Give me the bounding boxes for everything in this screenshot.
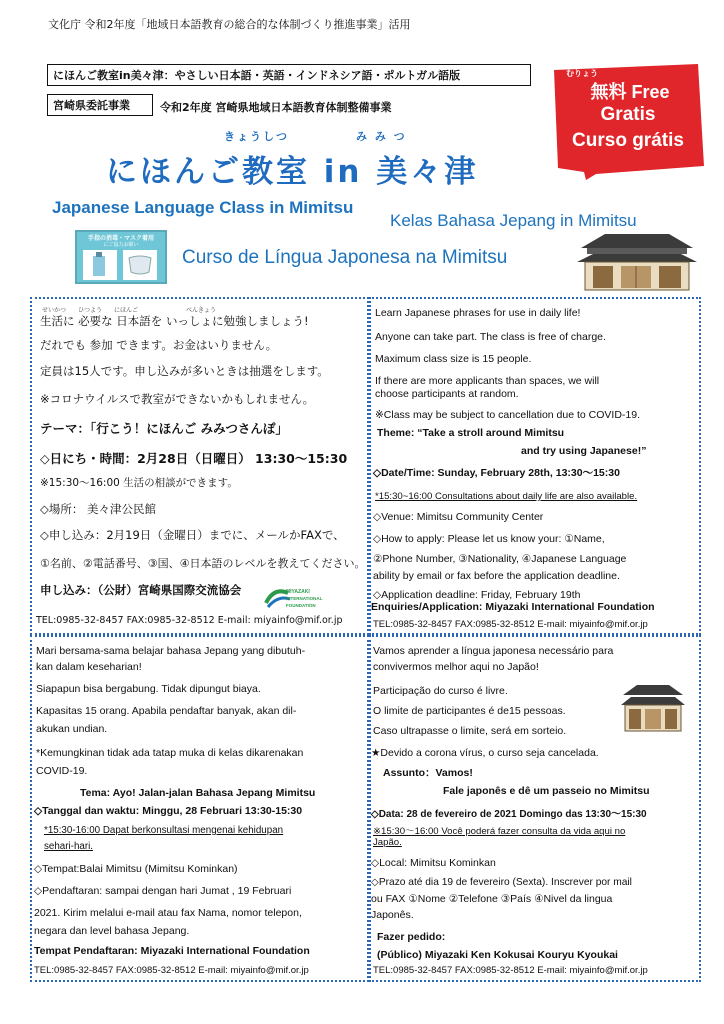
pt-organizer: (Público) Miyazaki Ken Kokusai Kouryu Kyoukai (377, 949, 618, 961)
en-line-6: ※Class may be subject to cancellation due to COVID-19. (375, 409, 641, 421)
edition-box: にほんご教室in美々津：やさしい日本語・英語・インドネシア語・ポルトガル語版 (47, 64, 531, 86)
id-line-2: kan dalam keseharian! (36, 661, 142, 673)
title-indonesian: Kelas Bahasa Jepang in Mimitsu (390, 211, 637, 230)
en-apply-3: ability by email or fax before the application deadline. (373, 570, 620, 582)
pt-contact: TEL:0985-32-8457 FAX:0985-32-8512 E-mail: miyainfo@mif.or.jp (373, 965, 648, 976)
id-datetime: ◇Tanggal dan waktu: Minggu, 28 Februari 13:30-15:30 (34, 805, 303, 817)
en-theme-1: Theme: “Take a stroll around Mimitsu (377, 427, 565, 439)
logo-text-2: INTERNATIONAL (286, 596, 323, 601)
en-enquiries: Enquiries/Application: Miyazaki International Foundation (371, 601, 655, 613)
jp-datetime: ◇日にち・時間：2月28日（日曜日） 13:30～15:30 (40, 451, 348, 466)
panel-english (369, 297, 701, 635)
id-venue: ◇Tempat:Balai Mimitsu (Mimitsu Kominkan) (34, 863, 238, 875)
pt-line-4: O limite de participantes é de15 pessoas. (373, 705, 566, 717)
badge-line-2: Gratis (600, 104, 656, 125)
jp-contact: TEL:0985-32-8457 FAX:0985-32-8512 E-mail: miyainfo@mif.or.jp (36, 615, 343, 626)
jp-apply-items: ①名前、②電話番号、③国、④日本語のレベルを教えてください。 (40, 557, 366, 570)
pt-apply-2: ou FAX ①Nome ②Telefone ③País ④Nivel da lingua (371, 893, 613, 905)
panel-indonesian (30, 635, 369, 982)
id-line-3: Siapapun bisa bergabung. Tidak dipungut biaya. (36, 683, 261, 695)
en-datetime: ◇Date/Time: Sunday, February 28th, 13:30～15:30 (373, 467, 620, 479)
badge-line-1: 無料 Free (590, 82, 670, 102)
furigana: せいかつ ひつよう にほんご べんきょう (42, 307, 217, 314)
en-theme-2: and try using Japanese!” (521, 445, 647, 457)
en-line-4: If there are more applicants than spaces, we will (375, 375, 600, 387)
jp-consult-note: ※15:30～16:00 生活の相談ができます。 (40, 477, 238, 489)
id-line-5: akukan undian. (36, 723, 108, 735)
panel-japanese (30, 297, 369, 635)
en-line-1: Learn Japanese phrases for use in daily life! (375, 307, 581, 319)
pt-line-5: Caso ultrapasse o limite, será em sorteio. (373, 725, 567, 737)
en-apply-1: ◇How to apply: Please let us know your: ①Name, (373, 533, 605, 545)
en-line-5: choose participants at random. (375, 388, 519, 400)
jp-theme: テーマ：「行こう！にほんご みみつさんぽ」 (40, 421, 288, 436)
pt-line-6: ★Devido a corona vírus, o curso seja cancelada. (371, 747, 599, 759)
free-badge-text (548, 62, 708, 180)
pt-apply-3: Japonês. (371, 909, 414, 921)
pt-subject-2: Fale japonês e dê um passeio no Mimitsu (443, 785, 650, 797)
en-line-2: Anyone can take part. The class is free of charge. (375, 331, 606, 343)
en-consult-note: *15:30~16:00 Consultations about daily life are also available. (375, 491, 638, 502)
pt-consult-note-1: ※15:30～16:00 Você poderá fazer consulta da vida aqui no (373, 826, 626, 837)
id-apply-2: 2021. Kirim melalui e-mail atau fax Nama, nomor telepon, (34, 907, 302, 919)
house-illustration (573, 230, 701, 292)
title-english: Japanese Language Class in Mimitsu (52, 198, 354, 217)
logo-text-1: MIYAZAKI (286, 589, 310, 595)
title-portuguese: Curso de Língua Japonesa na Mimitsu (182, 247, 508, 268)
jp-organizer: 申し込み：（公財）宮崎県国際交流協会 (40, 583, 242, 597)
logo-text-3: FOUNDATION (286, 603, 316, 608)
title-ruby-mimitsu: み み つ (356, 130, 407, 143)
pt-subject-1: Assunto：Vamos! (383, 767, 473, 779)
id-contact: TEL:0985-32-8457 FAX:0985-32-8512 E-mail: miyainfo@mif.or.jp (34, 965, 309, 976)
id-consult-note-1: *15:30-16:00 Dapat berkonsultasi mengenai kehidupan (44, 825, 284, 836)
id-theme: Tema: Ayo! Jalan-jalan Bahasa Jepang Mimitsu (80, 787, 316, 799)
id-enquiries: Tempat Pendaftaran: Miyazaki International Foundation (34, 945, 310, 957)
jp-line-1: 生活に 必要な 日本語を いっしょに勉強しましょう! (40, 314, 309, 328)
mif-logo (262, 583, 323, 611)
sponsor-note: 文化庁 令和2年度「地域日本語教育の総合的な体制づくり推進事業」活用 (48, 18, 411, 31)
en-venue: ◇Venue: Mimitsu Community Center (373, 511, 544, 523)
pt-line-2: convivermos melhor aqui no Japão! (373, 661, 539, 673)
hygiene-sign (75, 230, 167, 284)
commission-box: 宮崎県委託事業 (47, 94, 153, 116)
id-line-1: Mari bersama-sama belajar bahasa Jepang yang dibutuh- (36, 645, 306, 657)
en-apply-2: ②Phone Number, ③Nationality, ④Japanese Language (373, 553, 627, 565)
en-deadline: ◇Application deadline: Friday, February 19th (373, 589, 581, 601)
hygiene-sign-label: 手指の消毒・マスク着用 (87, 235, 154, 242)
id-line-6: *Kemungkinan tidak ada tatap muka di kelas dikarenakan (36, 747, 304, 759)
en-contact: TEL:0985-32-8457 FAX:0985-32-8512 E-mail: miyainfo@mif.or.jp (373, 619, 648, 630)
jp-apply: ◇申し込み：2月19日（金曜日）までに、メールかFAXで、 (40, 528, 345, 542)
project-name: 令和2年度 宮崎県地域日本語教育体制整備事業 (160, 101, 392, 114)
jp-line-4: ※コロナウイルスで教室ができないかもしれません。 (40, 392, 315, 406)
id-apply-1: ◇Pendaftaran: sampai dengan hari Jumat , 19 Februari (34, 885, 292, 897)
id-line-4: Kapasitas 15 orang. Apabila pendaftar banyak, akan dil- (36, 705, 297, 717)
pt-apply-header: Fazer pedido: (377, 931, 446, 943)
id-consult-note-2: sehari-hari. (44, 841, 94, 852)
house-small-illustration (619, 681, 687, 733)
badge-line-3: Curso grátis (572, 130, 684, 151)
jp-line-2: だれでも 参加 できます。お金はいりません。 (40, 338, 278, 352)
pt-line-1: Vamos aprender a língua japonesa necessário para (373, 645, 614, 657)
jp-venue: ◇場所： 美々津公民館 (40, 502, 156, 516)
pt-datetime: ◇Data: 28 de fevereiro de 2021 Domingo das 13:30～15:30 (371, 809, 647, 820)
badge-ruby: むりょう (566, 69, 598, 78)
pt-line-3: Participação do curso é livre. (373, 685, 508, 697)
pt-apply-1: ◇Prazo até dia 19 de fevereiro (Sexta). Inscrever por mail (371, 877, 632, 888)
id-apply-3: negara dan level bahasa Jepang. (34, 925, 190, 937)
id-line-7: COVID-19. (36, 765, 88, 777)
sanitizer-mask-icon (77, 248, 165, 282)
title-ruby-kyoushitsu: きょうしつ (224, 130, 289, 143)
en-line-3: Maximum class size is 15 people. (375, 353, 532, 365)
main-title: にほんご教室 in 美々津 (106, 154, 479, 190)
pt-consult-note-2: Japão. (373, 837, 402, 848)
hygiene-sign-sub: にご協力お願い (103, 242, 139, 248)
jp-line-3: 定員は15人です。申し込みが多いときは抽選をします。 (40, 364, 329, 378)
pt-venue: ◇Local: Mimitsu Kominkan (371, 857, 496, 869)
